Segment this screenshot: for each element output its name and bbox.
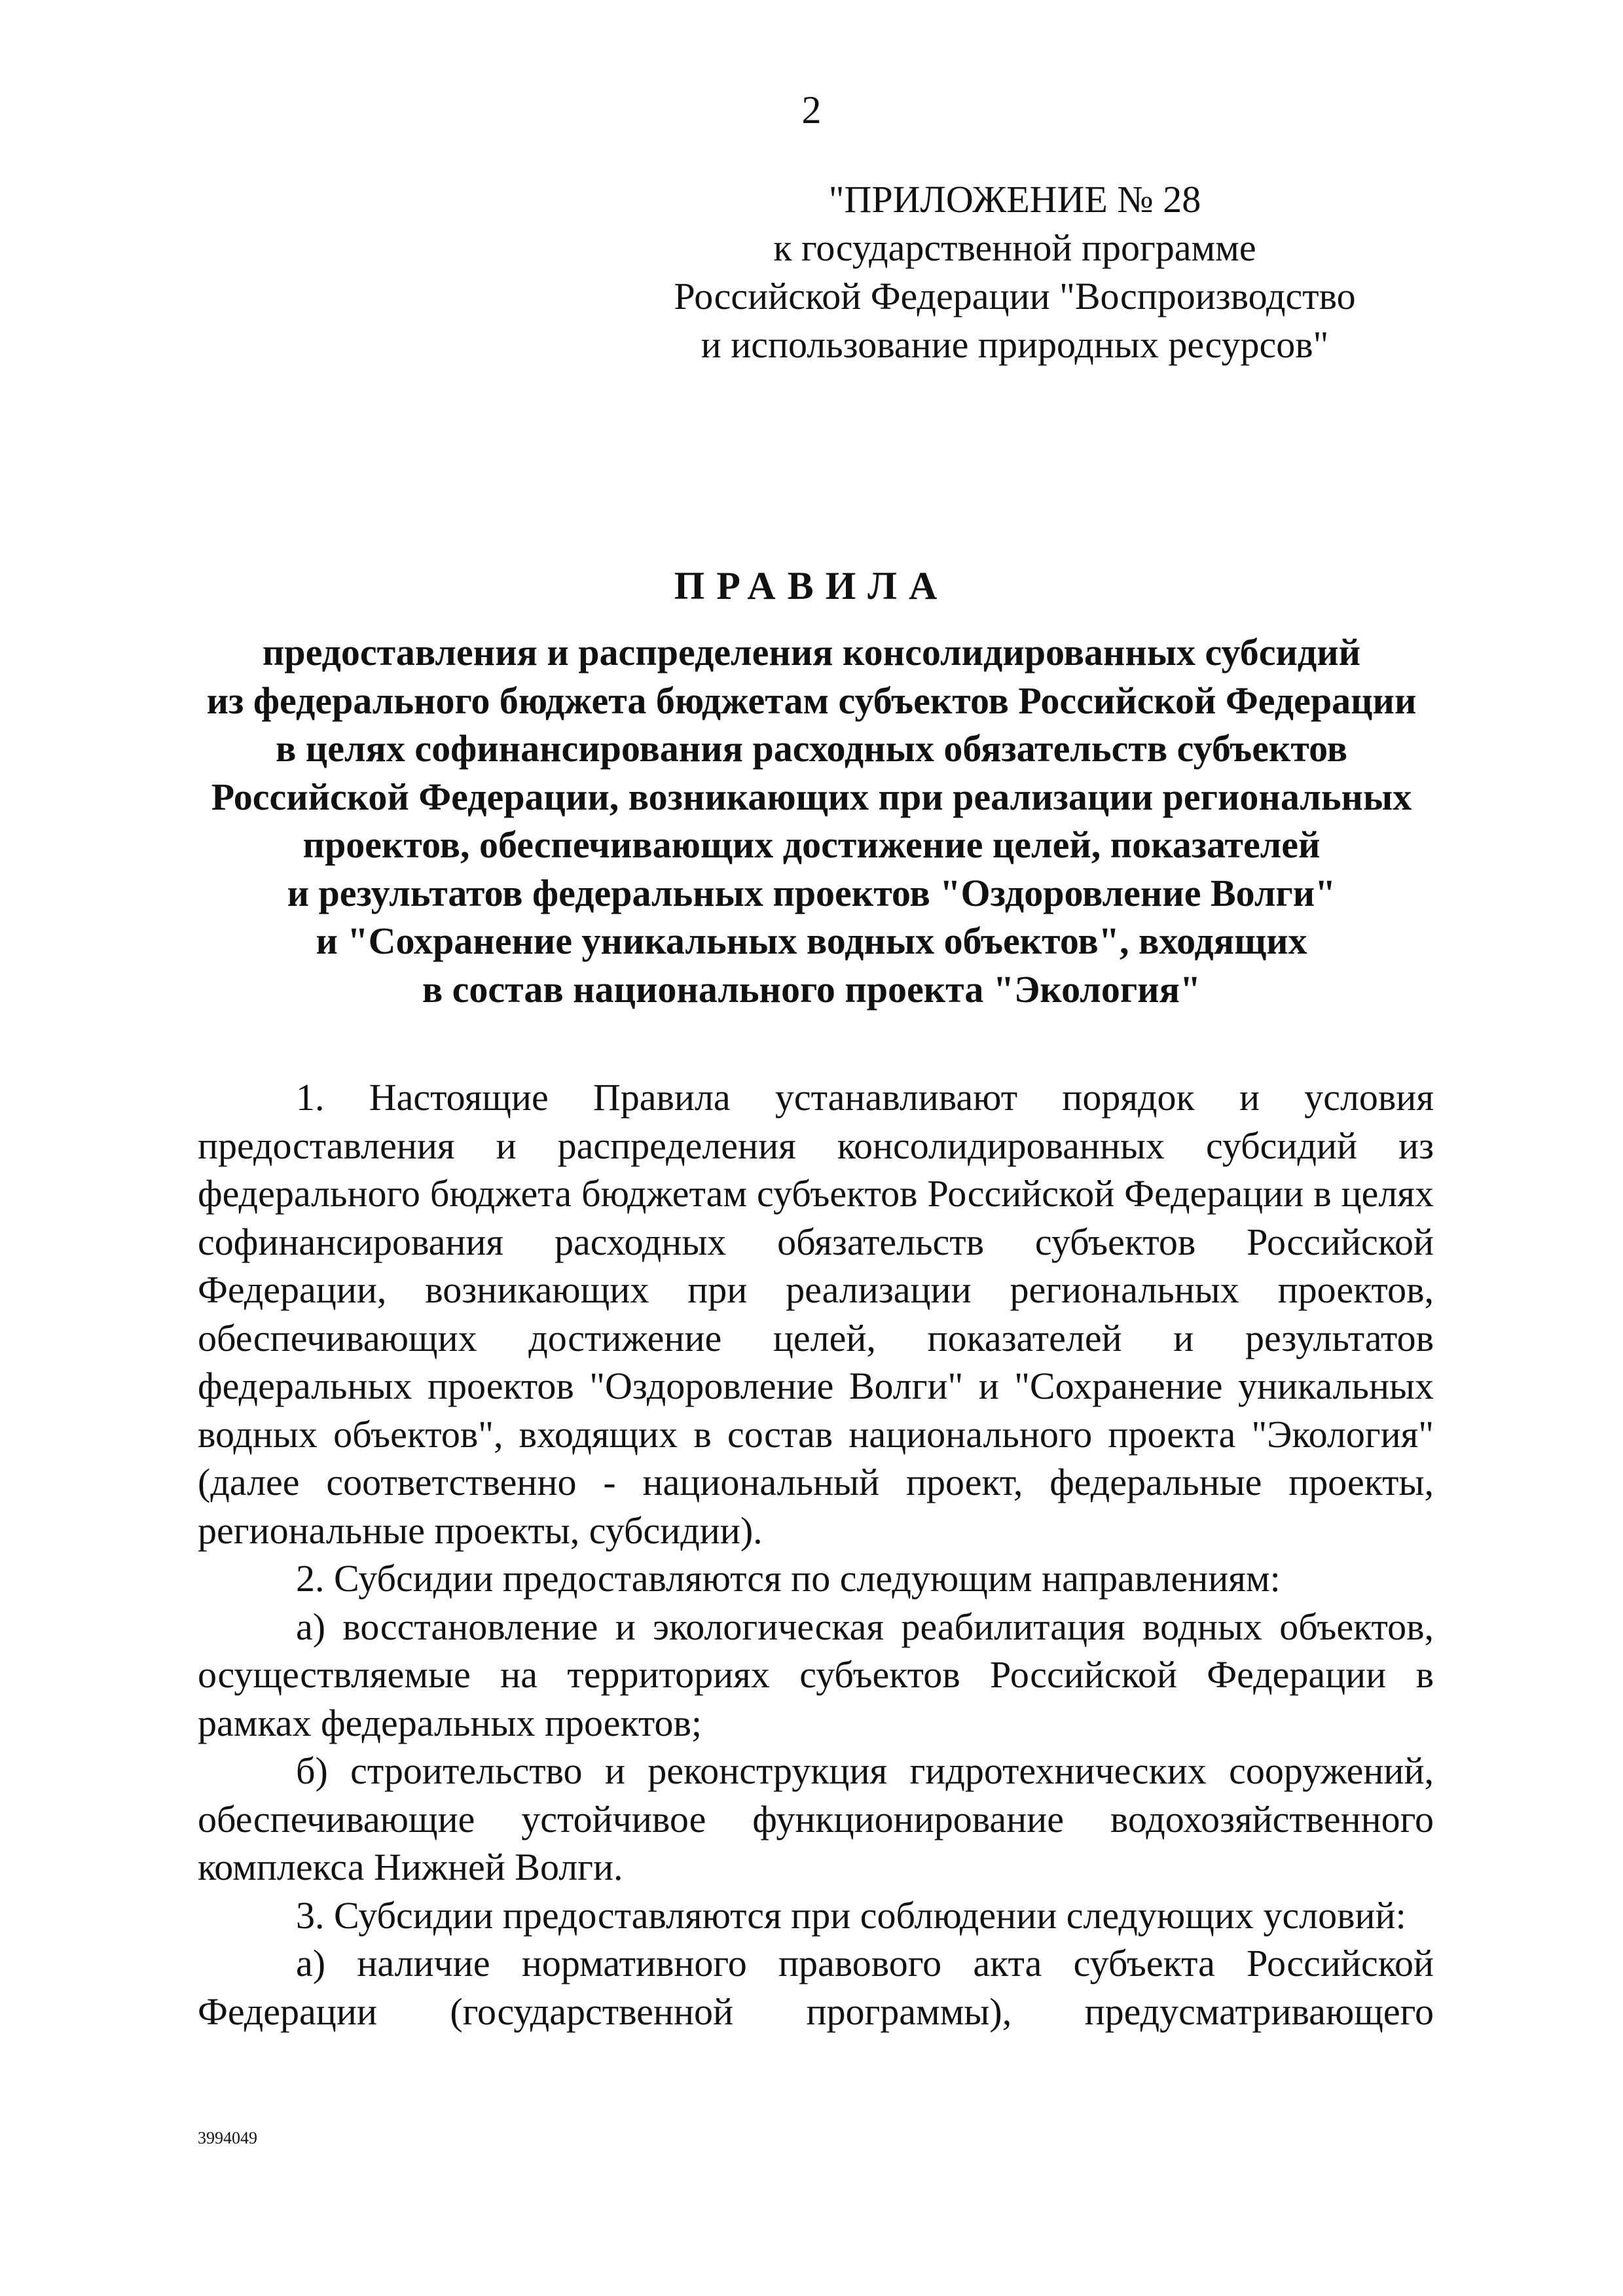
subtitle-line: Российской Федерации, возникающих при реализации региональных: [211, 775, 1412, 818]
rules-subtitle: [131, 628, 1492, 1013]
document-id: 3994049: [198, 2128, 257, 2147]
subtitle-line: проектов, обеспечивающих достижение целей, показателей: [302, 823, 1321, 866]
appendix-line: Российской Федерации "Воспроизводство: [674, 275, 1356, 317]
appendix-header: [655, 175, 1375, 369]
page-number: 2: [801, 88, 822, 132]
subtitle-line: в состав национального проекта "Экология": [422, 967, 1201, 1011]
paragraph: 1. Настоящие Правила устанавливают порядок и условия предоставления и распределения консолидированных субсидий из федерального бюджета бюджетам субъектов Российской Федерации в целях софинансирования расходных обязательств субъектов Российской Федерации, возникающих при реализации региональных проектов, обеспечивающих достижение целей, показателей и результатов федеральных проектов "Оздоровление Волги" и "Сохранение уникальных водных объектов", входящих в состав национального проекта "Экология" (далее соответственно - национальный проект, федеральные проекты, региональные проекты, субсидии).: [198, 1076, 1434, 1552]
appendix-line: "ПРИЛОЖЕНИЕ № 28: [828, 178, 1201, 221]
appendix-line: к государственной программе: [773, 226, 1256, 269]
subtitle-line: из федерального бюджета бюджетам субъектов Российской Федерации: [206, 679, 1417, 722]
paragraph: 3. Субсидии предоставляются при соблюдении следующих условий:: [296, 1893, 1406, 1937]
subtitle-line: предоставления и распределения консолидированных субсидий: [262, 631, 1361, 673]
subtitle-line: и результатов федеральных проектов "Оздоровление Волги": [287, 871, 1336, 914]
subtitle-line: и "Сохранение уникальных водных объектов", входящих: [316, 920, 1307, 962]
paragraph: а) восстановление и экологическая реабилитация водных объектов, осуществляемые на территориях субъектов Российской Федерации в рамках федеральных проектов;: [198, 1605, 1434, 1744]
document-body: [198, 1073, 1434, 2036]
subtitle-line: в целях софинансирования расходных обязательств субъектов: [275, 727, 1348, 770]
rules-title: ПРАВИЛА: [674, 564, 949, 607]
appendix-line: и использование природных ресурсов": [701, 323, 1329, 366]
paragraph: а) наличие нормативного правового акта субъекта Российской Федерации (государственной программы), предусматривающего: [198, 1942, 1434, 2033]
paragraph: б) строительство и реконструкция гидротехнических сооружений, обеспечивающие устойчивое функционирование водохозяйственного комплекса Нижней Волги.: [198, 1749, 1434, 1888]
paragraph: 2. Субсидии предоставляются по следующим направлениям:: [296, 1557, 1281, 1600]
